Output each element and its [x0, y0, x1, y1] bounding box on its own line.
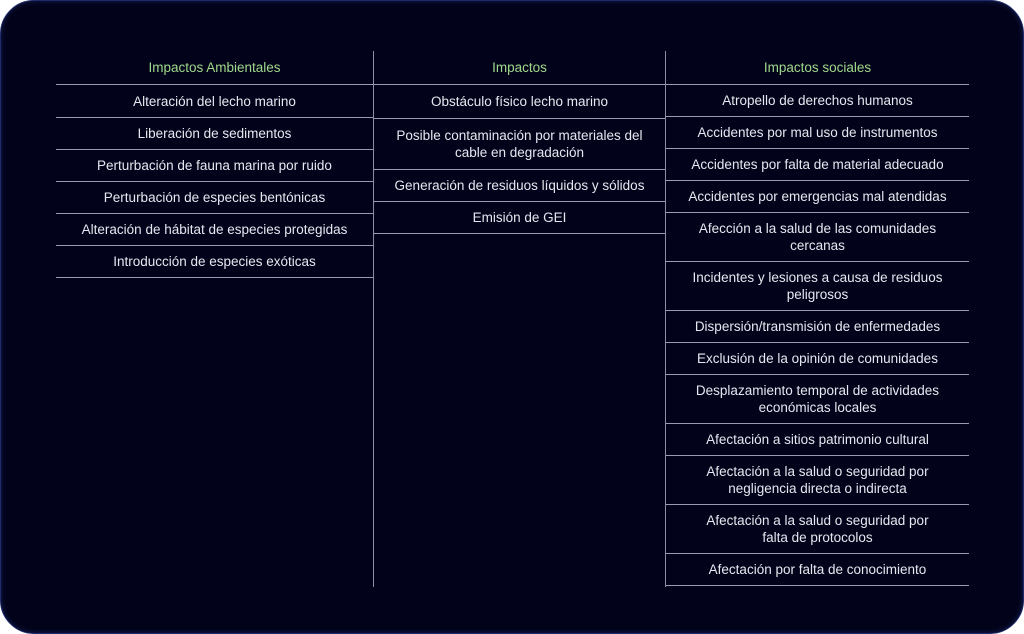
table-cell: Afectación a la salud o seguridad por falta de protocolos — [666, 505, 969, 554]
table-cell: Dispersión/transmisión de enfermedades — [666, 311, 969, 343]
table-cell: Alteración de hábitat de especies protegidas — [56, 214, 373, 246]
table-cell: Exclusión de la opinión de comunidades — [666, 343, 969, 375]
table-cell: Perturbación de especies bentónicas — [56, 182, 373, 214]
table-cell: Accidentes por falta de material adecuado — [666, 149, 969, 181]
table-cell: Emisión de GEI — [374, 202, 665, 234]
table-cell: Perturbación de fauna marina por ruido — [56, 150, 373, 182]
table-cell: Desplazamiento temporal de actividades económicas locales — [666, 375, 969, 424]
table-cell: Atropello de derechos humanos — [666, 85, 969, 117]
table-cell: Afección a la salud de las comunidades cercanas — [666, 213, 969, 262]
table-cell: Incidentes y lesiones a causa de residuos peligrosos — [666, 262, 969, 311]
column-impacts — [374, 51, 665, 234]
table-cell: Afectación a la salud o seguridad por negligencia directa o indirecta — [666, 456, 969, 505]
table-cell: Introducción de especies exóticas — [56, 246, 373, 278]
table-cell: Accidentes por mal uso de instrumentos — [666, 117, 969, 149]
table-cell: Alteración del lecho marino — [56, 85, 373, 118]
table-cell: Generación de residuos líquidos y sólidos — [374, 170, 665, 202]
table-cell: Obstáculo físico lecho marino — [374, 85, 665, 119]
table-cell: Afectación a sitios patrimonio cultural — [666, 424, 969, 456]
column-social — [666, 51, 969, 586]
column-header: Impactos sociales — [666, 51, 969, 85]
column-header: Impactos Ambientales — [56, 51, 373, 85]
column-environmental — [56, 51, 373, 278]
column-header: Impactos — [374, 51, 665, 85]
table-cell: Liberación de sedimentos — [56, 118, 373, 150]
table-cell: Posible contaminación por materiales del cable en degradación — [374, 119, 665, 170]
table-cell: Accidentes por emergencias mal atendidas — [666, 181, 969, 213]
table-cell: Afectación por falta de conocimiento — [666, 554, 969, 586]
